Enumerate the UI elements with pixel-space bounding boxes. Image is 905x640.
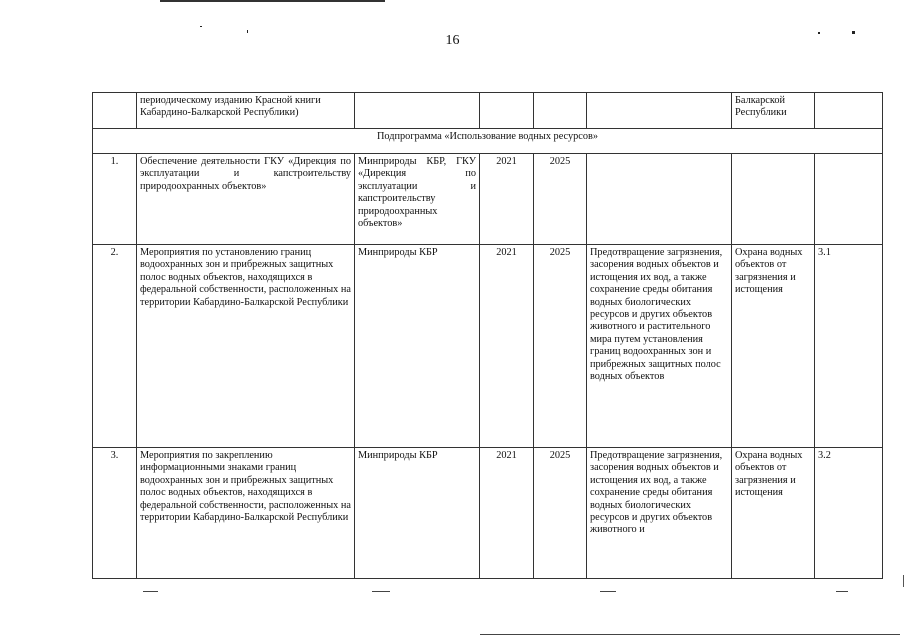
scan-artifact-edge (903, 575, 904, 587)
cell-result (587, 154, 732, 245)
subprogram-title: Подпрограмма «Использование водных ресурсов» (93, 129, 883, 154)
cell-event: Мероприятия по закреплению информационными знаками границ водоохранных зон и прибрежных защитных полос водных объектов, находящихся в федеральной собственности, расположенных на территории Кабардино-Балкарской Республики (137, 448, 355, 579)
cell-executor: Минприроды КБР (355, 448, 480, 579)
cell-num: 2. (93, 245, 137, 448)
scan-artifact-bottom (480, 634, 900, 635)
table-row-3 (93, 448, 883, 579)
cell-start-year: 2021 (480, 448, 534, 579)
program-table (92, 92, 883, 579)
cell-end-year: 2025 (534, 448, 587, 579)
cell-indicator: 3.1 (815, 245, 883, 448)
table-row-2 (93, 245, 883, 448)
cell-event: Обеспечение деятельности ГКУ «Дирекция по эксплуатации и капстроительству природоохранных объектов» (137, 154, 355, 245)
cell-link: Охрана водных объектов от загрязнения и истощения (732, 245, 815, 448)
cell-indicator: 3.2 (815, 448, 883, 579)
page-number: 16 (445, 33, 460, 48)
cell-result: Предотвращение загрязнения, засорения водных объектов и истощения их вод, а также сохранение среды обитания водных биологических ресурсов и других объектов животного и (587, 448, 732, 579)
scan-speck (200, 26, 202, 27)
scan-artifact-bottom (372, 591, 390, 592)
cell-executor: Минприроды КБР (355, 245, 480, 448)
scan-artifact-bottom (600, 591, 616, 592)
cell-event: периодическому изданию Красной книги Кабардино-Балкарской Республики) (137, 93, 355, 129)
table-row-continuation (93, 93, 883, 129)
cell-end-year: 2025 (534, 245, 587, 448)
cell-end-year (534, 93, 587, 129)
cell-start-year (480, 93, 534, 129)
cell-event: Мероприятия по установлению границ водоохранных зон и прибрежных защитных полос водных объектов, находящихся в федеральной собственности, расположенных на территории Кабардино-Балкарской Республики (137, 245, 355, 448)
cell-num: 1. (93, 154, 137, 245)
table-row-subprogram (93, 129, 883, 154)
cell-result (587, 93, 732, 129)
table-row-1 (93, 154, 883, 245)
cell-start-year: 2021 (480, 154, 534, 245)
cell-num: 3. (93, 448, 137, 579)
cell-executor (355, 93, 480, 129)
cell-indicator (815, 154, 883, 245)
cell-link: Балкарской Республики (732, 93, 815, 129)
cell-start-year: 2021 (480, 245, 534, 448)
scan-artifact-top (160, 0, 385, 2)
cell-link (732, 154, 815, 245)
cell-num (93, 93, 137, 129)
cell-result: Предотвращение загрязнения, засорения водных объектов и истощения их вод, а также сохранение среды обитания водных биологических ресурсов и других объектов животного и растительного мира путем установления границ водоохранных зон и прибрежных защитных полос водных объектов (587, 245, 732, 448)
cell-link: Охрана водных объектов от загрязнения и истощения (732, 448, 815, 579)
cell-executor: Минприроды КБР, ГКУ «Дирекция по эксплуатации и капстроительству природоохранных объектов» (355, 154, 480, 245)
cell-end-year: 2025 (534, 154, 587, 245)
scan-artifact-bottom (143, 591, 158, 592)
cell-indicator (815, 93, 883, 129)
scan-artifact-bottom (836, 591, 848, 592)
